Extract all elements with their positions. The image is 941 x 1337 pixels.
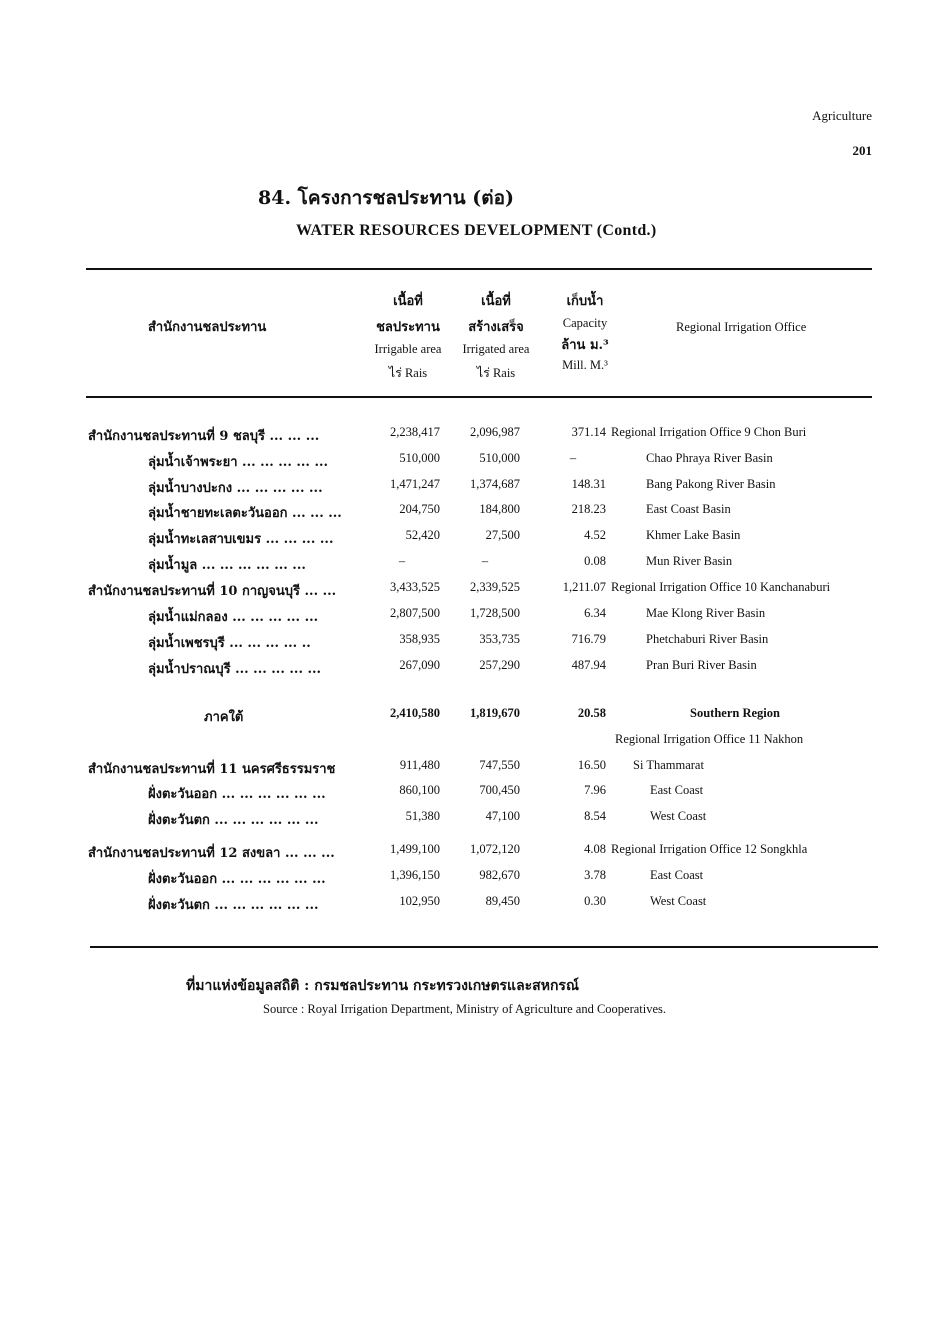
irrigated-value: 1,728,500 xyxy=(470,606,520,620)
source-english: Source : Royal Irrigation Department, Ministry of Agriculture and Cooperatives. xyxy=(263,1002,667,1016)
row-label-thai: ฝั่งตะวันออก ... ... ... ... ... ... xyxy=(148,872,326,887)
capacity-value: 3.78 xyxy=(584,868,606,882)
table-row xyxy=(0,606,941,626)
region-label-english: Southern Region xyxy=(690,706,780,720)
irrigable-value: 204,750 xyxy=(399,502,440,516)
column-header-irrigated xyxy=(454,290,538,383)
row-label-thai: ลุ่มน้ำทะเลสาบเขมร ... ... ... ... xyxy=(148,532,334,547)
table-row xyxy=(0,894,941,914)
row-label-thai: สำนักงานชลประทานที่ 10 กาญจนบุรี ... ... xyxy=(88,584,337,599)
irrigable-value: 860,100 xyxy=(399,783,440,797)
capacity-value: 6.34 xyxy=(584,606,606,620)
row-label-english: East Coast xyxy=(650,868,704,882)
capacity-value: 371.14 xyxy=(571,425,606,439)
irrigable-value: 1,471,247 xyxy=(390,477,440,491)
irrigated-value: 184,800 xyxy=(479,502,520,516)
row-label-thai: สำนักงานชลประทานที่ 9 ชลบุรี ... ... ... xyxy=(88,429,320,444)
row-label-english: Regional Irrigation Office 10 Kanchanaburi xyxy=(611,580,831,594)
irrigated-value: 1,072,120 xyxy=(470,842,520,856)
irrigable-value: 1,499,100 xyxy=(390,842,440,856)
capacity-value: 1,211.07 xyxy=(562,580,606,594)
table-row xyxy=(0,502,941,522)
capacity-value: – xyxy=(569,451,577,465)
capacity-value: 0.08 xyxy=(584,554,606,568)
capacity-english-label: Capacity xyxy=(562,316,608,330)
irrigable-thai-label: เนื้อที่ xyxy=(393,294,423,309)
capacity-value: 16.50 xyxy=(577,758,606,772)
irrigable-value: 1,396,150 xyxy=(390,868,440,882)
row-label-thai: ลุ่มน้ำปราณบุรี ... ... ... ... ... xyxy=(148,662,322,677)
row-label-thai: ลุ่มน้ำบางปะกง ... ... ... ... ... xyxy=(148,481,323,496)
capacity-value: 0.30 xyxy=(584,894,606,908)
table-row xyxy=(0,658,941,678)
row-label-thai: ฝั่งตะวันออก ... ... ... ... ... ... xyxy=(148,787,326,802)
irrigated-thai-label-2: สร้างเสร็จ xyxy=(468,320,524,335)
irrigable-value: 102,950 xyxy=(399,894,440,908)
capacity-value: 8.54 xyxy=(584,809,606,823)
irrigable-value: 267,090 xyxy=(399,658,440,672)
irrigated-value: 1,819,670 xyxy=(470,706,520,720)
irrigated-value: – xyxy=(481,554,489,568)
irrigable-unit: ไร่ Rais xyxy=(388,366,428,380)
irrigable-value: 2,238,417 xyxy=(390,425,440,439)
column-header-office-english xyxy=(676,320,806,335)
irrigable-value: 911,480 xyxy=(399,758,440,772)
table-row xyxy=(0,783,941,803)
irrigated-english-label: Irrigated area xyxy=(462,342,530,356)
row-label-english: West Coast xyxy=(650,809,707,823)
office-thai-label: สำนักงานชลประทาน xyxy=(148,320,267,335)
table-row xyxy=(0,477,941,497)
row-label-thai: ลุ่มน้ำชายทะเลตะวันออก ... ... ... xyxy=(148,506,342,521)
column-header-capacity xyxy=(548,290,622,373)
irrigable-value: 3,433,525 xyxy=(390,580,440,594)
capacity-thai-unit: ล้าน ม.³ xyxy=(561,338,609,353)
bottom-rule xyxy=(90,946,878,948)
row-label-english: West Coast xyxy=(650,894,707,908)
row-label-english: Regional Irrigation Office 12 Songkhla xyxy=(611,842,808,856)
row-label-thai: ฝั่งตะวันตก ... ... ... ... ... ... xyxy=(148,898,319,913)
capacity-value: 4.52 xyxy=(584,528,606,542)
row-label-english: East Coast xyxy=(650,783,704,797)
irrigated-value: 47,100 xyxy=(485,809,520,823)
row-label-english: Mae Klong River Basin xyxy=(646,606,766,620)
row-label-thai: สำนักงานชลประทานที่ 11 นครศรีธรรมราช xyxy=(88,762,336,777)
irrigable-value: – xyxy=(398,554,406,568)
capacity-english-unit: Mill. M.³ xyxy=(562,358,608,372)
irrigated-value: 2,096,987 xyxy=(470,425,520,439)
row-label-english: Si Thammarat xyxy=(633,758,704,772)
capacity-value: 148.31 xyxy=(571,477,606,491)
column-header-irrigable xyxy=(366,290,450,383)
row-label-english: Phetchaburi River Basin xyxy=(646,632,769,646)
capacity-value: 487.94 xyxy=(571,658,606,672)
irrigated-value: 257,290 xyxy=(479,658,520,672)
table-row xyxy=(0,809,941,829)
irrigable-value: 51,380 xyxy=(405,809,440,823)
row-label-english: Regional Irrigation Office 9 Chon Buri xyxy=(611,425,807,439)
row-label-thai: ฝั่งตะวันตก ... ... ... ... ... ... xyxy=(148,813,319,828)
row-label-thai: ลุ่มน้ำแม่กลอง ... ... ... ... ... xyxy=(148,610,319,625)
header-rule xyxy=(86,396,872,398)
page-number: 201 xyxy=(852,143,872,158)
irrigated-value: 1,374,687 xyxy=(470,477,520,491)
row-label-english: Bang Pakong River Basin xyxy=(646,477,776,491)
irrigated-value: 510,000 xyxy=(479,451,520,465)
capacity-value: 4.08 xyxy=(584,842,606,856)
capacity-value: 20.58 xyxy=(577,706,606,720)
row-label-thai: สำนักงานชลประทานที่ 12 สงขลา ... ... ... xyxy=(88,846,335,861)
irrigable-value: 2,410,580 xyxy=(390,706,440,720)
irrigated-value: 353,735 xyxy=(479,632,520,646)
row-label-thai: ลุ่มน้ำเพชรบุรี ... ... ... ... .. xyxy=(148,636,311,651)
table-row xyxy=(0,554,941,574)
office-english-label: Regional Irrigation Office xyxy=(676,320,807,334)
table-row xyxy=(0,842,941,862)
table-row xyxy=(0,758,941,778)
row-label-english: Mun River Basin xyxy=(646,554,733,568)
region-label-thai: ภาคใต้ xyxy=(204,710,244,725)
row-label-english: Pran Buri River Basin xyxy=(646,658,757,672)
irrigated-value: 982,670 xyxy=(479,868,520,882)
irrigated-value: 2,339,525 xyxy=(470,580,520,594)
table-row xyxy=(0,632,941,652)
section-label: Agriculture xyxy=(812,108,872,123)
irrigable-english-label: Irrigable area xyxy=(374,342,442,356)
irrigated-unit: ไร่ Rais xyxy=(476,366,516,380)
table-row xyxy=(0,868,941,888)
row-label-english: East Coast Basin xyxy=(646,502,731,516)
source-thai: ที่มาแห่งข้อมูลสถิติ : กรมชลประทาน กระทรวงเกษตรและสหกรณ์ xyxy=(186,978,579,994)
row-label-thai: ลุ่มน้ำมูล ... ... ... ... ... ... xyxy=(148,558,306,573)
table-row xyxy=(0,528,941,548)
top-rule xyxy=(86,268,872,270)
table-row-region xyxy=(0,706,941,726)
row-label-thai: ลุ่มน้ำเจ้าพระยา ... ... ... ... ... xyxy=(148,455,329,470)
irrigated-value: 89,450 xyxy=(485,894,520,908)
table-row xyxy=(0,451,941,471)
capacity-value: 716.79 xyxy=(571,632,606,646)
table-title-english: WATER RESOURCES DEVELOPMENT (Contd.) xyxy=(296,222,657,239)
table-title-thai: 84. โครงการชลประทาน (ต่อ) xyxy=(258,187,514,209)
row-label-english: Khmer Lake Basin xyxy=(646,528,741,542)
table-row-continuation xyxy=(0,732,941,752)
table-row xyxy=(0,580,941,600)
irrigable-value: 2,807,500 xyxy=(390,606,440,620)
capacity-value: 7.96 xyxy=(584,783,606,797)
irrigable-value: 510,000 xyxy=(399,451,440,465)
irrigable-thai-label-2: ชลประทาน xyxy=(376,320,440,335)
capacity-value: 218.23 xyxy=(571,502,606,516)
capacity-thai-label: เก็บน้ำ xyxy=(566,294,604,309)
irrigated-value: 700,450 xyxy=(479,783,520,797)
irrigable-value: 52,420 xyxy=(405,528,440,542)
column-header-office-thai xyxy=(148,316,266,337)
irrigable-value: 358,935 xyxy=(399,632,440,646)
irrigated-value: 27,500 xyxy=(485,528,520,542)
table-row xyxy=(0,425,941,445)
row-label-english: Regional Irrigation Office 11 Nakhon xyxy=(615,732,804,746)
row-label-english: Chao Phraya River Basin xyxy=(646,451,773,465)
irrigated-thai-label: เนื้อที่ xyxy=(481,294,511,309)
irrigated-value: 747,550 xyxy=(479,758,520,772)
